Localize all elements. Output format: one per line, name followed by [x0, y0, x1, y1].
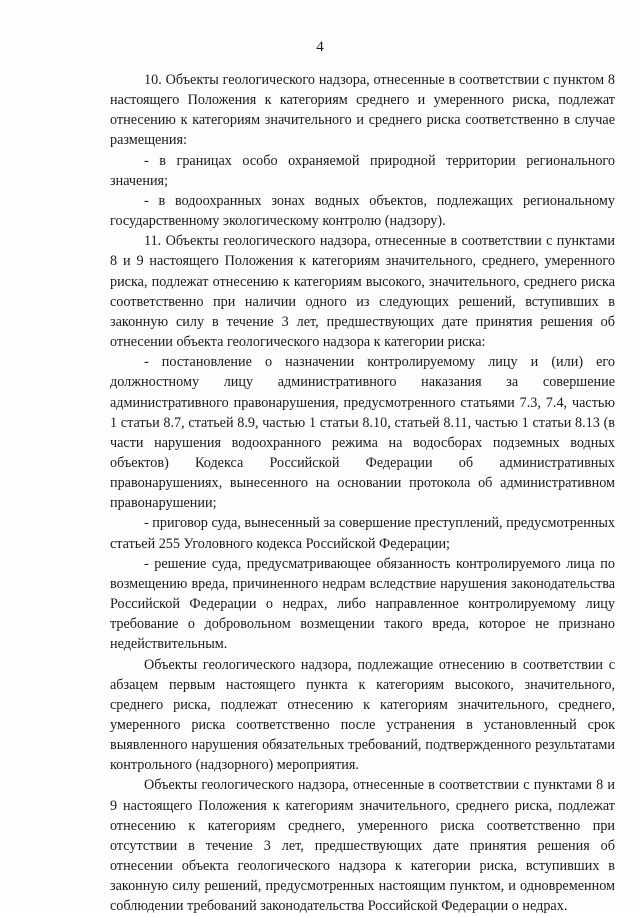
list-item-protected-territory: - в границах особо охраняемой природной территории регионального значения;: [110, 152, 615, 189]
list-item-water-protection-zones: - в водоохранных зонах водных объектов, подлежащих региональному государственному экологическому контролю (надзору).: [110, 192, 615, 230]
list-item-court-decision: - решение суда, предусматривающее обязанность контролируемого лица по возмещению вреда, причиненного недрам вследствие нарушения законодательства Российской Федерации о недрах, либо направленное контролируемому лицу требование о добровольном возмещении такого вреда, которое не признано недействительным.: [110, 555, 615, 653]
page-number: 4: [316, 39, 324, 55]
list-item-court-sentence: - приговор суда, вынесенный за совершение преступлений, предусмотренных статьей 255 Уголовного кодекса Российской Федерации;: [110, 515, 616, 552]
paragraph-10: 10. Объекты геологического надзора, отнесенные в соответствии с пунктом 8 настоящего Положения к категориям среднего и умеренного риска, подлежат отнесению к категориям значительного и среднего риска соответственно в случае размещения:: [110, 72, 615, 149]
paragraph-risk-downgrade-after-remedy: Объекты геологического надзора, подлежащие отнесению в соответствии с абзацем первым настоящего пункта к категориям высокого, значительного, среднего риска, подлежат отнесению к категориям значительного, среднего, умеренного риска соответственно после устранения в установленный срок выявленного нарушения обязательных требований, подтвержденного результатами контрольного (надзорного) мероприятия.: [110, 656, 615, 774]
list-item-administrative-penalty: - постановление о назначении контролируемому лицу и (или) его должностному лицу административного наказания за совершение административного правонарушения, предусмотренного статьями 7.3, 7.4, частью 1 статьи 8.7, статьей 8.9, частью 1 статьи 8.10, статьей 8.11, частью 1 статьи 8.13 (в части нарушения водоохранного режима на водосборах подземных водных объектов) Кодекса Российской Федерации об административных правонарушениях, вынесенного на основании протокола об административном правонарушении;: [110, 354, 615, 512]
document-body: [110, 70, 615, 917]
paragraph-11: 11. Объекты геологического надзора, отнесенные в соответствии с пунктами 8 и 9 настоящего Положения к категориям значительного, среднего, умеренного риска, подлежат отнесению к категориям высокого, значительного, среднего риска соответственно при наличии одного из следующих решений, вступивших в законную силу в течение 3 лет, предшествующих дате принятия решения об отнесении объекта геологического надзора к категории риска:: [110, 233, 615, 351]
paragraph-risk-downgrade-no-decisions: Объекты геологического надзора, отнесенные в соответствии с пунктами 8 и 9 настоящего Положения к категориям значительного, среднего риска, подлежат отнесению к категориям среднего, умеренного риска соответственно при отсутствии в течение 3 лет, предшествующих дате принятия решения об отнесении объекта геологического надзора к категории риска, вступивших в законную силу решений, предусмотренных настоящим пунктом, и одновременном соблюдении требований законодательства Российской Федерации о недрах.: [110, 777, 615, 915]
